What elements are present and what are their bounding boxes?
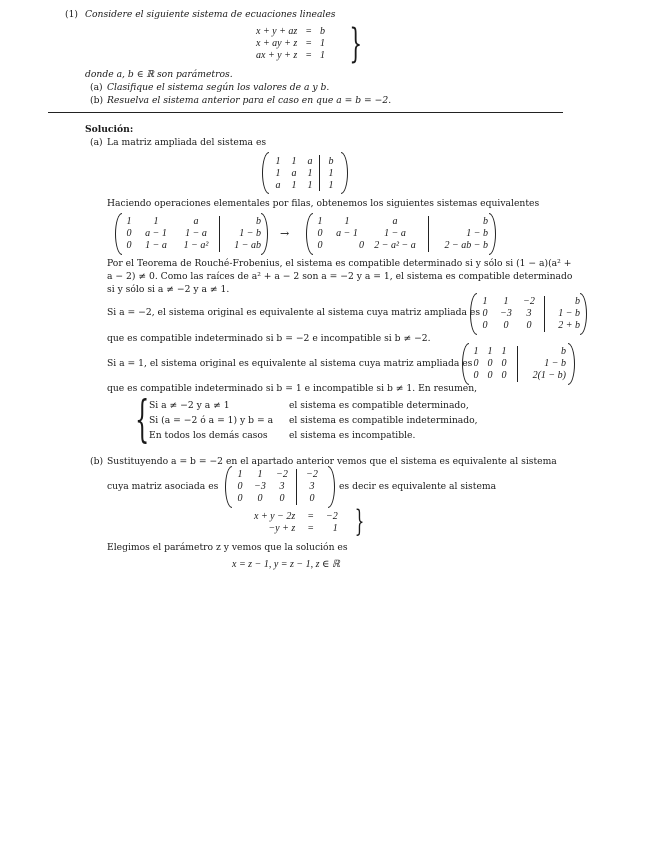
matrix-cell: 1 xyxy=(291,180,297,191)
matrix-cell: 1 xyxy=(257,469,263,480)
matrix-cell: 0 xyxy=(126,228,132,239)
equation-system-table xyxy=(252,26,329,62)
augment-bar xyxy=(517,346,518,382)
summary-row xyxy=(146,413,481,428)
matrix-cell: −3 xyxy=(254,481,266,492)
solution-b-intro-1: Sustituyendo a = b = −2 en el apartado anterior vemos que el sistema es equivalente al sistema xyxy=(107,456,557,467)
section-divider xyxy=(48,112,563,113)
right-paren xyxy=(328,466,335,508)
equation-lhs: −y + z xyxy=(268,523,296,534)
matrix-cell: 0 xyxy=(501,358,507,369)
matrix-cell: a xyxy=(291,168,297,179)
right-paren xyxy=(568,343,575,385)
matrix-cell: 1 − ab xyxy=(234,240,261,251)
matrix-cell: −2 xyxy=(523,296,535,307)
matrix-cell: 0 xyxy=(526,320,532,331)
matrix-case-a-1 xyxy=(462,343,575,385)
matrix-cell: 1 − b xyxy=(466,228,488,239)
matrix-cell: b xyxy=(256,216,261,227)
summary-result: el sistema es incompatible. xyxy=(289,430,416,441)
right-paren xyxy=(261,213,268,255)
matrix-cell: 1 xyxy=(501,346,507,357)
solution-b-label: (b) xyxy=(90,456,104,467)
left-brace-icon: { xyxy=(135,390,150,448)
matrix-cell: 1 xyxy=(344,216,350,227)
left-paren xyxy=(115,213,122,255)
matrix-cell: 2 + b xyxy=(558,320,580,331)
matrix-cell: 1 xyxy=(275,156,281,167)
summary-condition: Si (a = −2 ó a = 1) y b = a xyxy=(149,415,274,426)
matrix-cell: 1 xyxy=(473,346,479,357)
matrix-cell: 0 xyxy=(482,308,488,319)
matrix-cell: 1 xyxy=(317,216,323,227)
augment-bar xyxy=(296,469,297,505)
right-paren xyxy=(341,152,348,194)
solution-a-label: (a) xyxy=(90,137,103,148)
equation-rhs: b xyxy=(320,26,326,37)
part-b-label: (b) xyxy=(90,95,104,106)
matrix-cell: 0 xyxy=(473,370,479,381)
matrix-cell: b xyxy=(561,346,566,357)
equation-row xyxy=(252,38,329,50)
left-paren xyxy=(470,293,477,335)
right-brace-icon: } xyxy=(354,504,365,539)
matrix-cell: 0 xyxy=(487,370,493,381)
equation-system-b xyxy=(250,511,342,535)
augment-bar xyxy=(544,296,545,332)
matrix-cell: 1 xyxy=(487,346,493,357)
matrix-cell: 0 xyxy=(359,240,364,251)
matrix-cell: 1 xyxy=(291,156,297,167)
summary-condition: En todos los demás casos xyxy=(149,430,268,441)
matrix-cell: 0 xyxy=(317,240,323,251)
rouche-line-3: si y sólo si a ≠ −2 y a ≠ 1. xyxy=(107,284,230,295)
matrix-cell: a xyxy=(307,156,313,167)
params-line: donde a, b ∈ ℝ son parámetros. xyxy=(85,69,233,80)
matrix-cell: 1 − b xyxy=(239,228,261,239)
equation-eq: = xyxy=(307,523,315,534)
rouche-line-2: a − 2) ≠ 0. Como las raíces de a² + a − 2 son a = −2 y a = 1, el sistema es compatible determinado xyxy=(107,271,573,282)
equation-rhs: 1 xyxy=(320,38,326,49)
matrix-cell: 1 xyxy=(126,216,132,227)
equation-lhs: x + y − 2z xyxy=(254,511,296,522)
row-reduced-matrix-step1 xyxy=(115,213,268,255)
summary-row xyxy=(146,398,481,413)
part-b-text: Resuelva el sistema anterior para el caso en que a = b = −2. xyxy=(107,95,392,106)
matrix-cell: 1 xyxy=(503,296,509,307)
matrix-cell: b xyxy=(483,216,488,227)
left-paren xyxy=(462,343,469,385)
matrix-cell: a − 1 xyxy=(145,228,167,239)
matrix-cell: 3 xyxy=(309,481,315,492)
solution-b-intro-3: es decir es equivalente al sistema xyxy=(339,481,497,492)
matrix-cell: 3 xyxy=(526,308,532,319)
equation-eq: = xyxy=(305,38,313,49)
matrix-cell: 0 xyxy=(473,358,479,369)
equation-system xyxy=(252,26,329,62)
matrix-cell: 2(1 − b) xyxy=(532,370,566,381)
summary-result: el sistema es compatible determinado, xyxy=(289,400,469,411)
case2-text: Si a = 1, el sistema original es equivalente al sistema cuya matriz ampliada es xyxy=(107,358,473,369)
row-reduced-matrix-step2 xyxy=(306,213,496,255)
matrix-cell: −2 xyxy=(306,469,318,480)
equation-row xyxy=(250,523,342,535)
matrix-cell: 0 xyxy=(279,493,285,504)
left-paren xyxy=(262,152,269,194)
matrix-cell: 0 xyxy=(309,493,315,504)
matrix-cell: a xyxy=(275,180,281,191)
matrix-part-b xyxy=(225,466,335,508)
equation-eq: = xyxy=(305,50,313,61)
matrix-cell: b xyxy=(328,156,334,167)
equation-row xyxy=(250,511,342,523)
augment-bar xyxy=(219,216,220,252)
equation-row xyxy=(252,50,329,62)
matrix-cell: 2 − ab − b xyxy=(444,240,488,251)
summary-table xyxy=(146,398,481,443)
arrow-icon: → xyxy=(280,227,290,240)
problem-number: (1) xyxy=(65,9,79,20)
matrix-cell: 1 − a xyxy=(384,228,406,239)
case2-result: que es compatible indeterminado si b = 1 e incompatible si b ≠ 1. En resumen, xyxy=(107,383,478,394)
matrix-cell: 1 xyxy=(153,216,159,227)
matrix-cell: 0 xyxy=(482,320,488,331)
matrix-cell: 1 − a xyxy=(145,240,167,251)
equation-eq: = xyxy=(307,511,315,522)
matrix-cell: 1 xyxy=(328,168,334,179)
left-paren xyxy=(306,213,313,255)
matrix-cell: 0 xyxy=(501,370,507,381)
matrix-cell: 3 xyxy=(279,481,285,492)
equation-lhs: ax + y + z xyxy=(256,50,298,61)
case1-text: Si a = −2, el sistema original es equivalente al sistema cuya matriz ampliada es xyxy=(107,307,481,318)
summary-row xyxy=(146,428,481,443)
solution-b-intro-2: cuya matriz asociada es xyxy=(107,481,219,492)
solution-a-intro: La matriz ampliada del sistema es xyxy=(107,137,267,148)
matrix-cell: 1 xyxy=(237,469,243,480)
equation-rhs: −2 xyxy=(326,511,338,522)
matrix-case-a-minus2 xyxy=(470,293,587,335)
matrix-cell: −3 xyxy=(500,308,512,319)
matrix-cell: 0 xyxy=(237,493,243,504)
matrix-cell: 0 xyxy=(126,240,132,251)
right-paren xyxy=(489,213,496,255)
matrix-cell: 0 xyxy=(317,228,323,239)
equation-eq: = xyxy=(305,26,313,37)
summary-condition: Si a ≠ −2 y a ≠ 1 xyxy=(149,400,230,411)
equation-system-b-table xyxy=(250,511,342,535)
matrix-cell: a − 1 xyxy=(336,228,358,239)
augment-bar xyxy=(319,155,320,191)
matrix-cell: 1 xyxy=(275,168,281,179)
equation-row xyxy=(252,26,329,38)
matrix-cell: 1 − b xyxy=(544,358,566,369)
case1-result: que es compatible indeterminado si b = −2 e incompatible si b ≠ −2. xyxy=(107,333,431,344)
solution-heading: Solución: xyxy=(85,124,134,135)
matrix-cell: a xyxy=(392,216,398,227)
summary-cases xyxy=(146,398,481,443)
matrix-cell: 0 xyxy=(237,481,243,492)
matrix-cell: 1 − a xyxy=(185,228,207,239)
matrix-cell: 0 xyxy=(503,320,509,331)
equation-rhs: 1 xyxy=(332,523,338,534)
final-solution: x = z − 1, y = z − 1, z ∈ ℝ xyxy=(232,559,340,570)
matrix-cell: 1 − a² xyxy=(183,240,209,251)
matrix-cell: −2 xyxy=(276,469,288,480)
matrix-cell: 1 xyxy=(307,180,313,191)
right-brace-icon: } xyxy=(349,21,363,67)
augmented-matrix xyxy=(262,152,348,194)
matrix-cell: 2 − a² − a xyxy=(374,240,416,251)
matrix-cell: 1 xyxy=(307,168,313,179)
matrix-cell: 0 xyxy=(487,358,493,369)
problem-statement: Considere el siguiente sistema de ecuaciones lineales xyxy=(85,9,336,20)
equation-lhs: x + y + az xyxy=(256,26,298,37)
part-a-label: (a) xyxy=(90,82,103,93)
equation-lhs: x + ay + z xyxy=(256,38,298,49)
matrix-cell: 1 xyxy=(482,296,488,307)
matrix-cell: 0 xyxy=(257,493,263,504)
right-paren xyxy=(580,293,587,335)
matrix-cell: a xyxy=(193,216,199,227)
left-paren xyxy=(225,466,232,508)
augment-bar xyxy=(428,216,429,252)
ops-text: Haciendo operaciones elementales por filas, obtenemos los siguientes sistemas equivalentes xyxy=(107,198,540,209)
matrix-cell: 1 xyxy=(328,180,334,191)
part-a-text: Clasifique el sistema según los valores de a y b. xyxy=(107,82,330,93)
equation-rhs: 1 xyxy=(320,50,326,61)
rouche-line-1: Por el Teorema de Rouché-Frobenius, el sistema es compatible determinado si y sólo si (1 − a)(a² + xyxy=(107,258,572,269)
matrix-cell: b xyxy=(575,296,580,307)
matrix-cell: 1 − b xyxy=(558,308,580,319)
param-text: Elegimos el parámetro z y vemos que la solución es xyxy=(107,542,348,553)
summary-result: el sistema es compatible indeterminado, xyxy=(289,415,478,426)
